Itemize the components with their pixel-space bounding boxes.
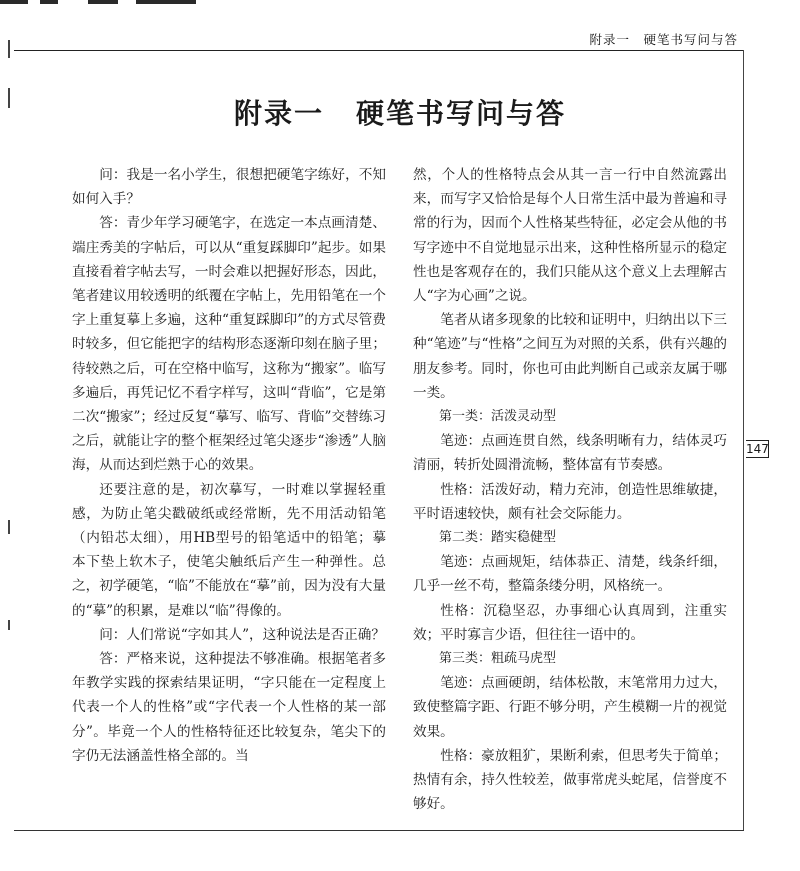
type-1-handwriting: 笔迹：点画连贯自然，线条明晰有力，结体灵巧清丽，转折处圆滑流畅，整体富有节奏感。 — [413, 433, 727, 474]
answer-2-intro-types: 笔者从诸多现象的比较和证明中，归纳出以下三种“笔迹”与“性格”之间互为对照的关系，供有兴趣的朋友参考。同时，你也可由此判断自己或亲友属于哪一类。 — [413, 312, 727, 401]
running-head: 附录一 硬笔书写问与答 — [589, 32, 738, 47]
answer-1-note: 还要注意的是，初次摹写，一时难以掌握轻重感，为防止笔尖戳破纸或经常断，先不用活动铅笔（内铅芯太细），用HB型号的铅笔适中的铅笔；摹本下垫上软木子，使笔尖触纸后产生一种弹性。总之，初学硬笔，“临”不能放在“摹”前，因为没有大量的“摹”的积累，是难以“临”得像的。 — [72, 481, 386, 619]
answer-1: 答：青少年学习硬笔字，在选定一本点画清楚、端庄秀美的字帖后，可以从“重复踩脚印”起步。如果直接看着字帖去写，一时会难以把握好形态，因此，笔者建议用较透明的纸覆在字帖上，先用铅笔在一个字上重复摹上多遍，这种“重复踩脚印”的方式尽管费时较多，但它能把字的结构形态逐渐印刻在脑子里；待较熟之后，可在空格中临写，这称为“搬家”。临写多遍后，再凭记忆不看字样写，这叫“背临”，它是第二次“搬家”；经过反复“摹写、临写、背临”交替练习之后，就能让字的整个框架经过笔尖逐步“渗透”人脑海，从而达到烂熟于心的效果。 — [72, 215, 386, 474]
scan-artifact-top — [0, 0, 210, 6]
type-3-heading: 第三类：粗疏马虎型 — [439, 651, 557, 667]
type-2-handwriting: 笔迹：点画规矩，结体恭正、清楚，线条纤细，几乎一丝不苟，整篇条缕分明，风格统一。 — [413, 554, 727, 595]
header-rule — [14, 50, 744, 51]
type-3-handwriting: 笔迹：点画硬朗，结体松散，末笔常用力过大，致使整篇字距、行距不够分明，产生模糊一片的视觉效果。 — [413, 675, 727, 740]
title-text: 硬笔书写问与答 — [356, 97, 567, 130]
type-3-personality: 性格：豪放粗犷，果断利索，但思考失于简单；热情有余，持久性较差，做事常虎头蛇尾，信誉度不够好。 — [413, 747, 727, 813]
left-column — [72, 163, 386, 768]
question-1: 问：我是一名小学生，很想把硬笔字练好，不知如何入手？ — [72, 167, 386, 208]
answer-2-start: 答：严格来说，这种提法不够准确。根据笔者多年教学实践的探索结果证明，“字只能在一定程度上代表一个人的性格”或“字代表一个人性格的某一部分”。毕竟一个人的性格特征还比较复杂，笔尖下的字仍无法涵盖性格全部的。当 — [72, 651, 386, 764]
page-title — [0, 92, 800, 132]
right-column — [413, 163, 727, 816]
margin-rule — [743, 50, 744, 830]
page-number: 147 — [746, 442, 769, 456]
type-2-heading: 第二类：踏实稳健型 — [439, 530, 557, 546]
type-1-personality: 性格：活泼好动，精力充沛，创造性思维敏捷，平时语速较快，颇有社会交际能力。 — [413, 481, 727, 522]
title-appendix-label: 附录一 — [233, 97, 324, 130]
type-1-heading: 第一类：活泼灵动型 — [439, 409, 557, 425]
type-2-personality: 性格：沉稳坚忍，办事细心认真周到，注重实效；平时寡言少语，但往往一语中的。 — [413, 602, 727, 643]
answer-2-continued: 然，个人的性格特点会从其一言一行中自然流露出来，而写字又恰恰是每个人日常生活中最为普遍和寻常的行为，因而个人性格某些特征，必定会从他的书写字迹中不自觉地显示出来，这种性格所显示的稳定性也是客观存在的，我们只能从这个意义上去理解古人“字为心画”之说。 — [413, 167, 727, 305]
footer-rule — [14, 830, 744, 831]
question-2: 问：人们常说“字如其人”，这种说法是否正确？ — [99, 626, 385, 643]
